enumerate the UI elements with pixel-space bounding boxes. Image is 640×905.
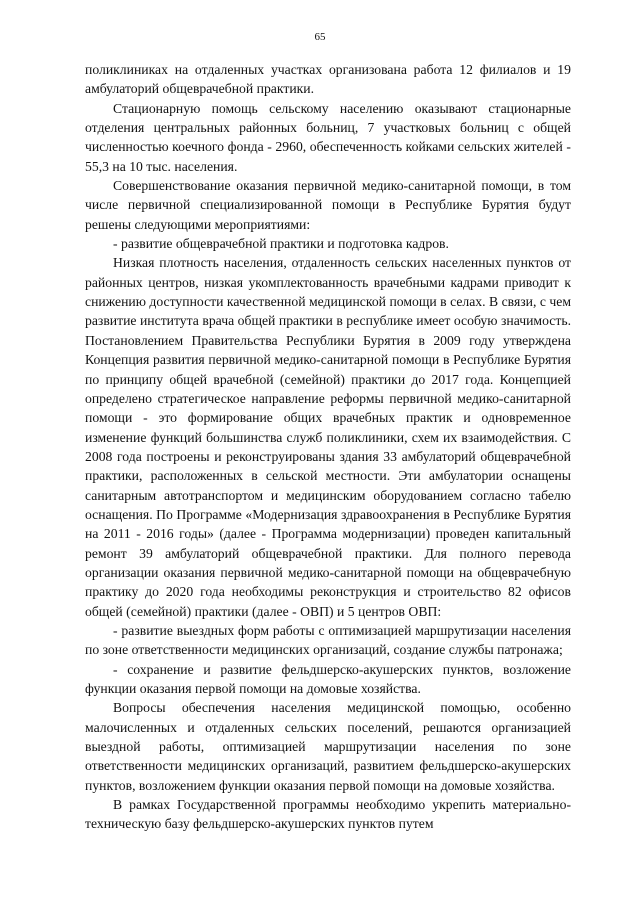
list-item-general-practice: - развитие общеврачебной практики и подготовка кадров. — [113, 236, 449, 252]
page-number: 65 — [314, 31, 326, 43]
paragraph-improvement-intro: Совершенствование оказания первичной медико-санитарной помощи, в том числе первичной специализированной помощи в Республике Бурятия будут решены следующими мероприятиями: — [85, 178, 571, 232]
list-item-mobile-forms: - развитие выездных форм работы с оптимизацией маршрутизации населения по зоне ответственности медицинских организаций, создание службы патронажа; — [85, 622, 571, 658]
paragraph-questions: Вопросы обеспечения населения медицинской помощью, особенно малочисленных и отдаленных сельских поселений, решаются организацией выездной работы, оптимизацией маршрутизации населения по зоне ответственности медицинских организаций, развитием фельдшерско-акушерских пунктов, возложением функции оказания первой помощи на домовые хозяйства. — [85, 700, 571, 793]
document-body — [85, 60, 571, 834]
paragraph-continuation: поликлиниках на отдаленных участках организована работа 12 филиалов и 19 амбулаторий общеврачебной практики. — [85, 62, 571, 97]
paragraph-population-density: Низкая плотность населения, отдаленность сельских населенных пунктов от районных центров, низкая укомплектованность врачебными кадрами приводит к снижению доступности качественной медицинской помощи в селах. В связи, с чем развитие института врача общей практики в республике имеет особую значимость. Постановлением Правительства Республики Бурятия в 2009 году утверждена Концепция развития первичной медико-санитарной помощи в Республике Бурятия по принципу общей врачебной (семейной) практики до 2017 года. Концепцией определено стратегическое направление реформы первичной медико-санитарной помощи - это формирование общих врачебных практик и одновременное изменение функций большинства служб поликлиники, схем их взаимодействия. С 2008 года построены и реконструированы здания 33 амбулаторий общеврачебной практики, расположенных в сельской местности. Эти амбулатории оснащены санитарным автотранспортом и медицинским оборудованием согласно табелю оснащения. По Программе «Модернизация здравоохранения в Республике Бурятия на 2011 - 2016 годы» (далее - Программа модернизации) проведен капитальный ремонт 39 амбулаторий общеврачебной практики. Для полного перевода организации оказания первичной медико-санитарной помощи на общеврачебную практику до 2020 года необходимы реконструкция и строительство 82 офисов общей (семейной) практики (далее - ОВП) и 5 центров ОВП: — [85, 255, 571, 619]
paragraph-inpatient-care: Стационарную помощь сельскому населению оказывают стационарные отделения центральных районных больниц, 7 участковых больниц с общей численностью коечного фонда - 2960, обеспеченность койками сельских жителей - 55,3 на 10 тыс. населения. — [85, 100, 571, 174]
paragraph-state-program: В рамках Государственной программы необходимо укрепить материально-техническую базу фельдшерско-акушерских пунктов путем — [85, 797, 571, 832]
list-item-feldsher-points: - сохранение и развитие фельдшерско-акушерских пунктов, возложение функции оказания первой помощи на домовые хозяйства. — [85, 661, 571, 696]
